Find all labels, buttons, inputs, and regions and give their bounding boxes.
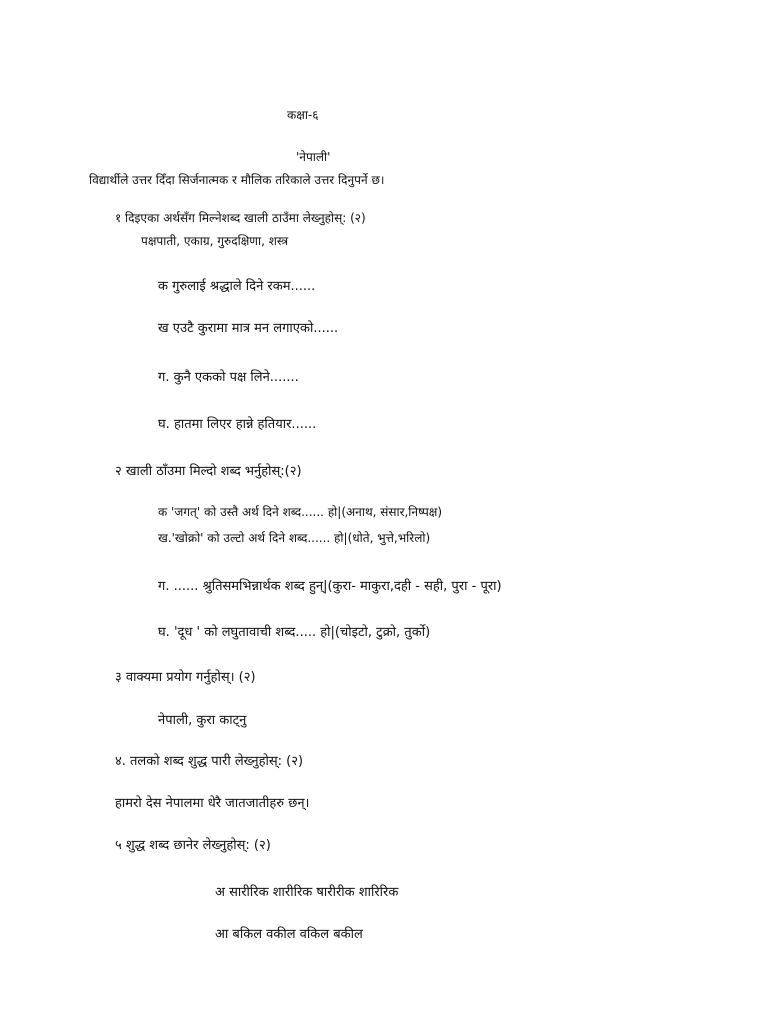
question-title: ३ वाक्यमा प्रयोग गर्नुहोस्। (२) xyxy=(115,670,256,685)
question-item: क 'जगत्' को उस्तै अर्थ दिने शब्द...... हो|(अनाथ, संसार,निष्पक्ष) xyxy=(158,505,443,519)
usage-words: नेपाली, कुरा काट्नु xyxy=(158,713,247,728)
question-title: ४. तलको शब्द शुद्ध पारी लेख्नुहोस्: (२) xyxy=(115,754,304,769)
incorrect-sentence: हामरो देस नेपालमा धेरै जातजातीहरु छन्। xyxy=(115,796,310,811)
question-item: घ. 'दूध ' को लघुतावाची शब्द..... हो|(चोइटो, टुक्रो, तुर्को) xyxy=(158,625,431,640)
question-title: १ दिइएका अर्थसँग मिल्नेशब्द खाली ठाउँमा लेख्नुहोस्: (२) xyxy=(115,211,366,225)
question-title: २ खाली ठाँउमा मिल्दो शब्द भर्नुहोस्:(२) xyxy=(115,464,302,479)
question-item: ग. कुनै एकको पक्ष लिने....... xyxy=(158,370,299,385)
question-item: ग. ...... श्रुतिसमभिन्नार्थक शब्द हुन्|(कुरा- माकुरा,दही - सही, पुरा - पूरा) xyxy=(158,579,502,594)
instruction-text: विद्यार्थीले उत्तर दिँदा सिर्जनात्मक र मौलिक तरिकाले उत्तर दिनुपर्ने छ। xyxy=(89,173,385,187)
word-options: पक्षपाती, एकाग्र, गुरुदक्षिणा, शस्त्र xyxy=(141,234,289,248)
grade-heading: कक्षा-६ xyxy=(287,108,319,122)
question-title: ५ शुद्ध शब्द छानेर लेख्नुहोस्: (२) xyxy=(115,838,271,853)
question-item: ख.'खोक्रो' को उल्टो अर्थ दिने शब्द...... हो|(धोते, भुत्ते,भरिलो) xyxy=(158,531,431,545)
question-item: घ. हातमा लिएर हान्ने हतियार...... xyxy=(158,417,317,432)
word-choice-row: अ सारीरिक शारीरिक षारीरीक शारिरिक xyxy=(215,885,399,900)
word-choice-row: आ बकिल वकील वकिल बकील xyxy=(215,927,363,942)
question-item: क गुरुलाई श्रद्धाले दिने रकम...... xyxy=(158,279,316,294)
subject-heading: 'नेपाली' xyxy=(296,150,331,164)
question-item: ख एउटै कुरामा मात्र मन लगाएको...... xyxy=(158,321,339,336)
